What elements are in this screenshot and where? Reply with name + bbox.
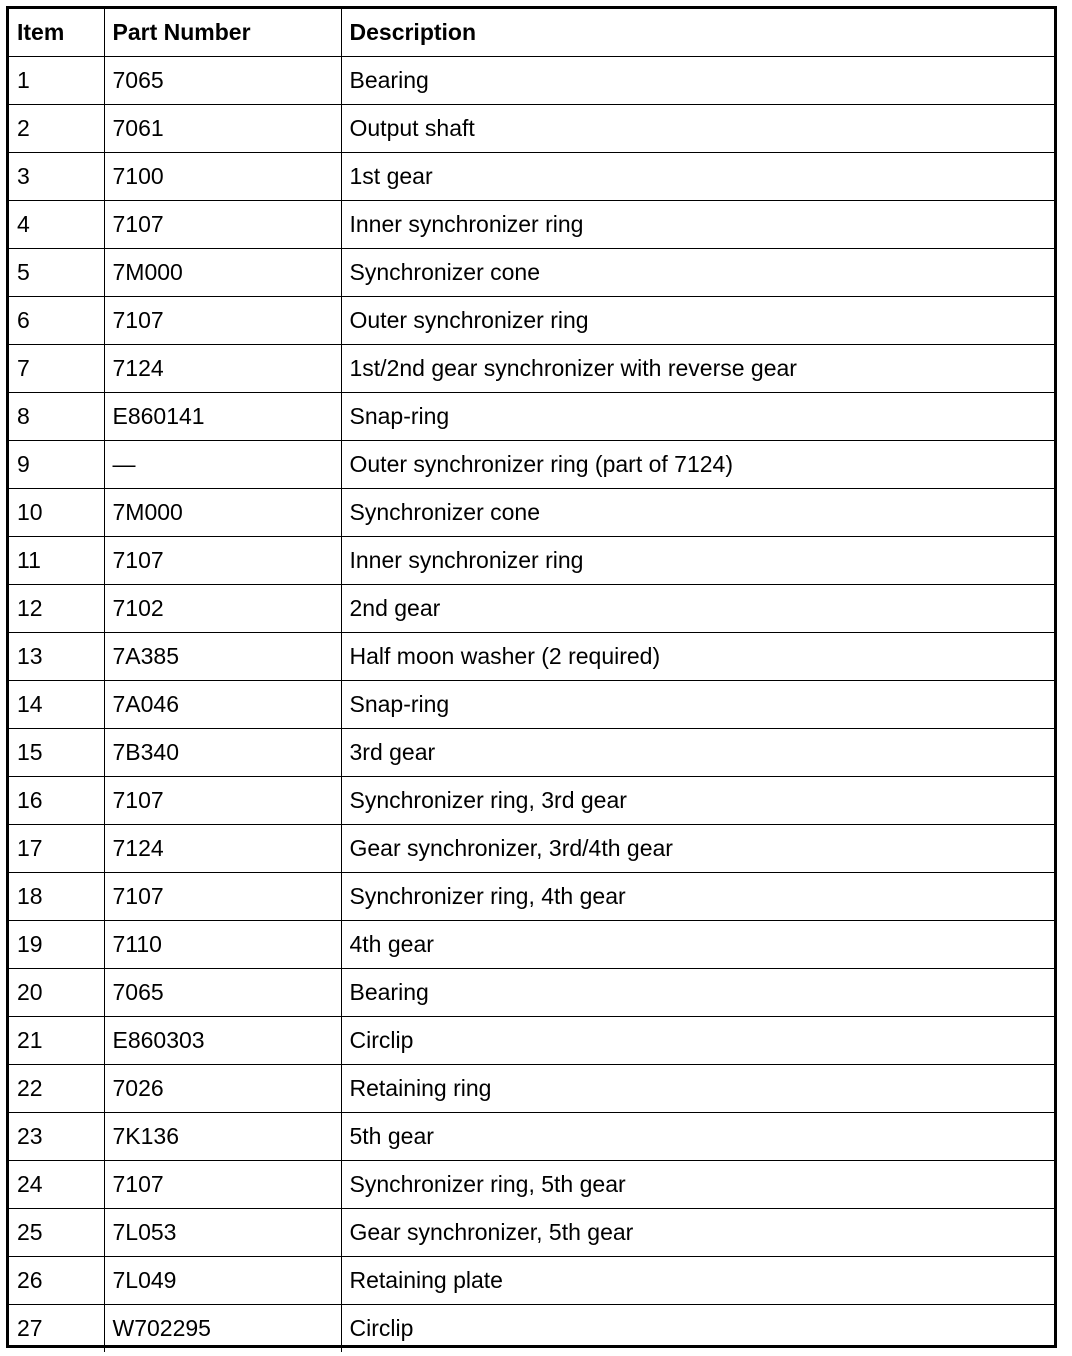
header-row — [9, 9, 1054, 57]
cell-description: 2nd gear — [341, 585, 1054, 633]
table-row — [9, 681, 1054, 729]
cell-description: Half moon washer (2 required) — [341, 633, 1054, 681]
header-item: Item — [9, 9, 104, 57]
table-row — [9, 969, 1054, 1017]
cell-part-number: 7026 — [104, 1065, 341, 1113]
cell-description: Snap-ring — [341, 681, 1054, 729]
cell-part-number: 7110 — [104, 921, 341, 969]
cell-part-number: 7065 — [104, 57, 341, 105]
table-row — [9, 345, 1054, 393]
cell-part-number: 7K136 — [104, 1113, 341, 1161]
cell-part-number: 7061 — [104, 105, 341, 153]
table-row — [9, 201, 1054, 249]
cell-part-number: 7107 — [104, 777, 341, 825]
table-row — [9, 1209, 1054, 1257]
parts-table-frame — [6, 6, 1057, 1348]
cell-part-number: 7M000 — [104, 489, 341, 537]
cell-description: Synchronizer cone — [341, 489, 1054, 537]
cell-item: 16 — [9, 777, 104, 825]
cell-part-number: 7L049 — [104, 1257, 341, 1305]
cell-description: Bearing — [341, 57, 1054, 105]
header-description: Description — [341, 9, 1054, 57]
cell-item: 3 — [9, 153, 104, 201]
cell-item: 17 — [9, 825, 104, 873]
cell-description: Output shaft — [341, 105, 1054, 153]
parts-table — [9, 9, 1054, 1352]
cell-part-number: 7M000 — [104, 249, 341, 297]
cell-item: 7 — [9, 345, 104, 393]
cell-description: 3rd gear — [341, 729, 1054, 777]
cell-part-number: 7065 — [104, 969, 341, 1017]
table-row — [9, 393, 1054, 441]
table-row — [9, 249, 1054, 297]
cell-item: 18 — [9, 873, 104, 921]
cell-description: Outer synchronizer ring (part of 7124) — [341, 441, 1054, 489]
table-row — [9, 537, 1054, 585]
table-row — [9, 777, 1054, 825]
cell-description: 1st/2nd gear synchronizer with reverse gear — [341, 345, 1054, 393]
cell-item: 9 — [9, 441, 104, 489]
table-row — [9, 441, 1054, 489]
table-row — [9, 873, 1054, 921]
cell-part-number: 7A046 — [104, 681, 341, 729]
cell-item: 5 — [9, 249, 104, 297]
cell-description: Synchronizer cone — [341, 249, 1054, 297]
cell-description: 1st gear — [341, 153, 1054, 201]
table-row — [9, 1113, 1054, 1161]
cell-description: Retaining plate — [341, 1257, 1054, 1305]
cell-part-number: 7124 — [104, 345, 341, 393]
cell-item: 24 — [9, 1161, 104, 1209]
cell-item: 20 — [9, 969, 104, 1017]
cell-part-number: 7107 — [104, 297, 341, 345]
cell-part-number: 7107 — [104, 537, 341, 585]
table-row — [9, 153, 1054, 201]
cell-part-number: 7102 — [104, 585, 341, 633]
cell-description: Inner synchronizer ring — [341, 537, 1054, 585]
cell-item: 23 — [9, 1113, 104, 1161]
table-row — [9, 297, 1054, 345]
table-row — [9, 1257, 1054, 1305]
cell-description: Outer synchronizer ring — [341, 297, 1054, 345]
table-row — [9, 1161, 1054, 1209]
cell-item: 2 — [9, 105, 104, 153]
cell-description: 5th gear — [341, 1113, 1054, 1161]
header-part-number: Part Number — [104, 9, 341, 57]
cell-description: Inner synchronizer ring — [341, 201, 1054, 249]
cell-item: 12 — [9, 585, 104, 633]
cell-item: 26 — [9, 1257, 104, 1305]
table-row — [9, 1017, 1054, 1065]
cell-description: Snap-ring — [341, 393, 1054, 441]
cell-item: 10 — [9, 489, 104, 537]
cell-description: Synchronizer ring, 5th gear — [341, 1161, 1054, 1209]
cell-item: 1 — [9, 57, 104, 105]
table-row — [9, 921, 1054, 969]
cell-item: 8 — [9, 393, 104, 441]
cell-part-number: 7124 — [104, 825, 341, 873]
cell-description: Circlip — [341, 1017, 1054, 1065]
cell-item: 4 — [9, 201, 104, 249]
table-row — [9, 105, 1054, 153]
cell-description: Synchronizer ring, 3rd gear — [341, 777, 1054, 825]
cell-part-number: W702295 — [104, 1305, 341, 1353]
cell-description: Circlip — [341, 1305, 1054, 1353]
table-row — [9, 585, 1054, 633]
cell-item: 14 — [9, 681, 104, 729]
cell-part-number: 7100 — [104, 153, 341, 201]
cell-description: Gear synchronizer, 5th gear — [341, 1209, 1054, 1257]
cell-part-number: 7B340 — [104, 729, 341, 777]
cell-item: 15 — [9, 729, 104, 777]
cell-description: Retaining ring — [341, 1065, 1054, 1113]
table-row — [9, 1065, 1054, 1113]
cell-part-number: 7107 — [104, 1161, 341, 1209]
cell-item: 27 — [9, 1305, 104, 1353]
table-row — [9, 825, 1054, 873]
table-row — [9, 57, 1054, 105]
table-row — [9, 489, 1054, 537]
cell-part-number: 7107 — [104, 873, 341, 921]
cell-part-number: E860303 — [104, 1017, 341, 1065]
table-row — [9, 1305, 1054, 1353]
cell-part-number: — — [104, 441, 341, 489]
cell-part-number: 7L053 — [104, 1209, 341, 1257]
table-row — [9, 633, 1054, 681]
cell-item: 25 — [9, 1209, 104, 1257]
cell-description: Synchronizer ring, 4th gear — [341, 873, 1054, 921]
cell-description: Gear synchronizer, 3rd/4th gear — [341, 825, 1054, 873]
cell-item: 11 — [9, 537, 104, 585]
cell-part-number: 7107 — [104, 201, 341, 249]
cell-item: 22 — [9, 1065, 104, 1113]
cell-item: 13 — [9, 633, 104, 681]
table-row — [9, 729, 1054, 777]
cell-part-number: 7A385 — [104, 633, 341, 681]
cell-description: Bearing — [341, 969, 1054, 1017]
cell-item: 19 — [9, 921, 104, 969]
cell-part-number: E860141 — [104, 393, 341, 441]
cell-description: 4th gear — [341, 921, 1054, 969]
cell-item: 6 — [9, 297, 104, 345]
cell-item: 21 — [9, 1017, 104, 1065]
